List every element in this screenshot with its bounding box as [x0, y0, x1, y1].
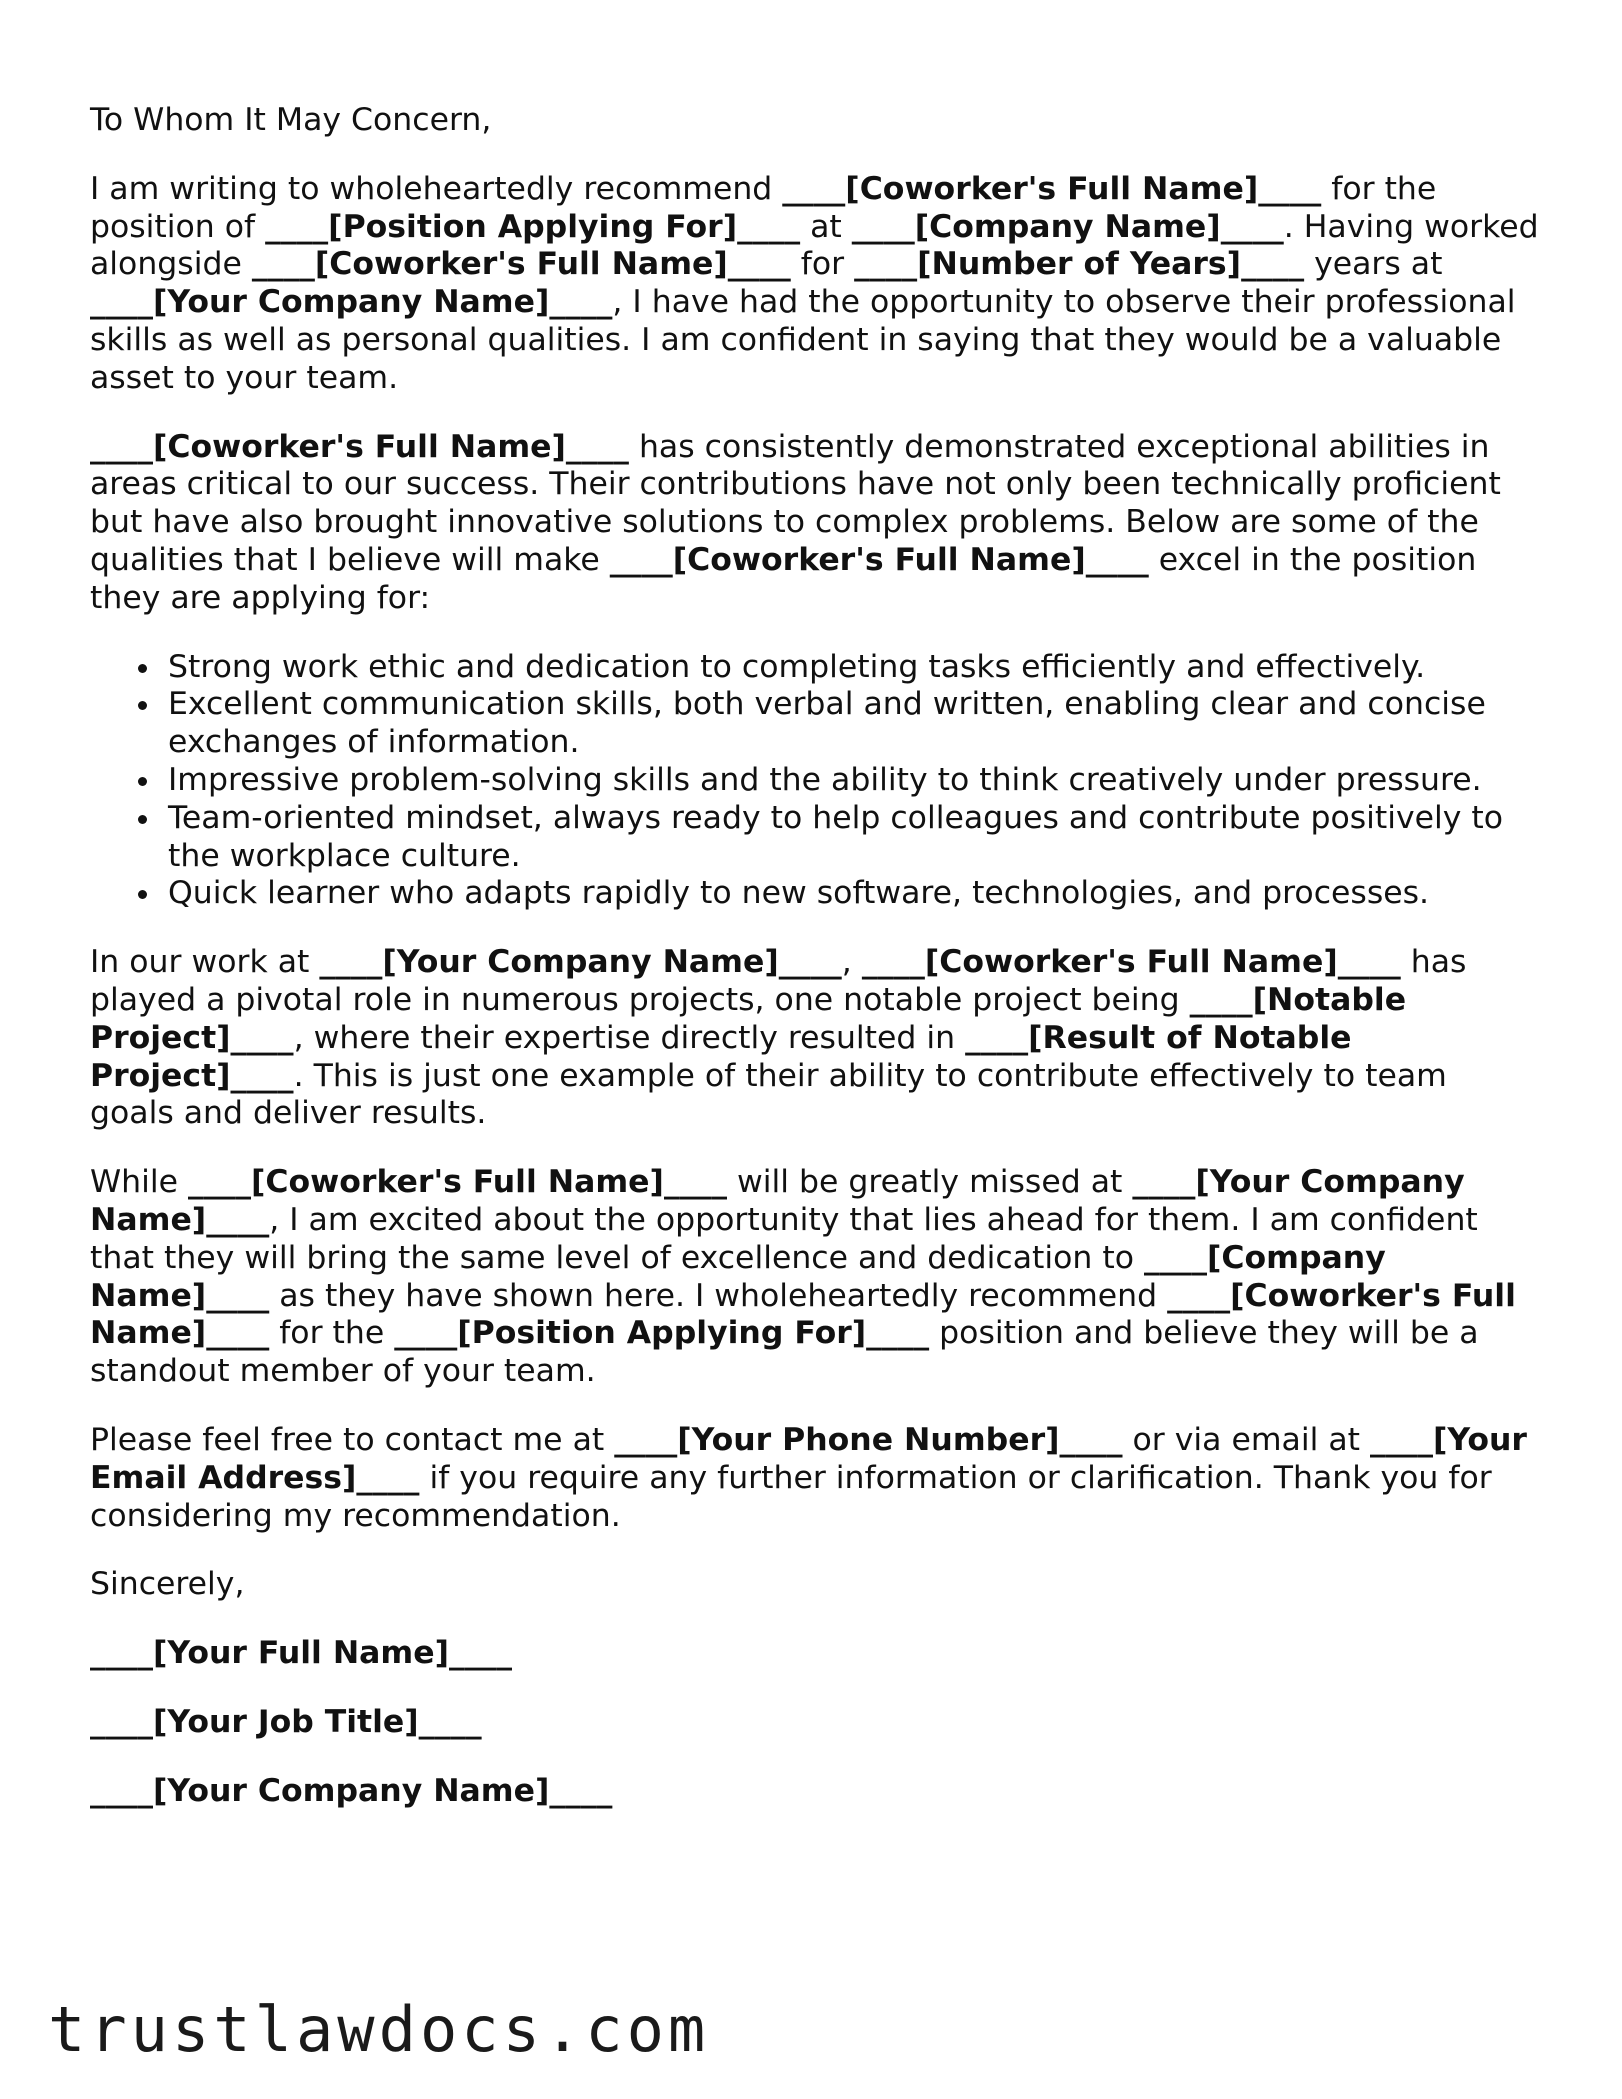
text: at [800, 208, 852, 245]
text: In our work at [90, 944, 320, 981]
text: , I am excited about the opportunity that lies ahead for them. I am confident that they will bring the same level of excellence and dedication to [90, 1201, 1478, 1276]
watermark: trustlawdocs.com [48, 1993, 710, 2066]
signature-full-name: ____[Your Full Name]____ [90, 1635, 513, 1672]
text: for [790, 246, 855, 283]
signature-job-title: ____[Your Job Title]____ [90, 1703, 482, 1740]
paragraph-contact [90, 1422, 1540, 1535]
text: has consistently demonstrated exceptional abilities in areas critical to our success. Their contributions have not only been technically proficient but have also brought innovative solutions to complex problems. Below are some of the qualities that I believe will make [90, 428, 1501, 578]
list-item: Excellent communication skills, both verbal and written, enabling clear and concise exchanges of information. [168, 686, 1540, 762]
text: for the [269, 1315, 395, 1352]
text: . Having worked alongside [90, 208, 1539, 283]
list-item: Impressive problem-solving skills and the ability to think creatively under pressure. [168, 762, 1540, 800]
placeholder-coworker-name: ____[Coworker's Full Name]____ [609, 541, 1149, 578]
list-item: Team-oriented mindset, always ready to help colleagues and contribute positively to the workplace culture. [168, 800, 1540, 876]
placeholder-coworker-name: ____[Coworker's Full Name]____ [251, 246, 791, 283]
list-item: Quick learner who adapts rapidly to new software, technologies, and processes. [168, 875, 1540, 913]
text: , I have had the opportunity to observe their professional skills as well as personal qualities. I am confident in saying that they would be a valuable asset to your team. [90, 284, 1516, 396]
placeholder-company-name: ____[Company Name]____ [851, 208, 1284, 245]
paragraph-recommendation [90, 1164, 1540, 1391]
paragraph-introduction [90, 171, 1540, 398]
text: if you require any further information or clarification. Thank you for considering my recommendation. [90, 1459, 1492, 1534]
paragraph-notable-project [90, 944, 1540, 1133]
salutation: To Whom It May Concern, [90, 102, 492, 138]
text: will be greatly missed at [726, 1164, 1133, 1201]
placeholder-number-of-years: ____[Number of Years]____ [854, 246, 1305, 283]
text: , [841, 944, 862, 981]
paragraph-abilities [90, 429, 1540, 618]
text: While [90, 1164, 189, 1201]
qualities-list [90, 649, 1540, 914]
text: for the position of [90, 170, 1437, 245]
text: I am writing to wholeheartedly recommend [90, 170, 783, 207]
text: position and believe they will be a standout member of your team. [90, 1315, 1479, 1390]
text: Please feel free to contact me at [90, 1421, 615, 1458]
placeholder-coworker-name: ____[Coworker's Full Name]____ [188, 1164, 727, 1201]
text: or via email at [1122, 1421, 1371, 1458]
list-item: Strong work ethic and dedication to completing tasks efficiently and effectively. [168, 649, 1540, 687]
placeholder-email-address: ____[Your Email Address]____ [90, 1421, 1527, 1496]
closing: Sincerely, [90, 1566, 245, 1603]
placeholder-position: ____[Position Applying For]____ [394, 1315, 930, 1352]
placeholder-result-of-project: ____[Result of Notable Project]____ [90, 1019, 1352, 1094]
text: , where their expertise directly resulted in [293, 1019, 966, 1056]
letter-body [90, 102, 1540, 1841]
placeholder-your-company-name: ____[Your Company Name]____ [90, 1164, 1465, 1238]
text: has played a pivotal role in numerous projects, one notable project being [90, 944, 1467, 1018]
text: excel in the position they are applying for: [90, 541, 1477, 616]
placeholder-position: ____[Position Applying For]____ [265, 208, 801, 245]
placeholder-coworker-name: ____[Coworker's Full Name]____ [782, 170, 1322, 207]
placeholder-coworker-name: ____[Coworker's Full Name]____ [861, 944, 1401, 981]
placeholder-your-company-name: ____[Your Company Name]____ [90, 284, 613, 321]
placeholder-notable-project: ____[Notable Project]____ [90, 981, 1407, 1056]
placeholder-coworker-name: ____[Coworker's Full Name]____ [90, 428, 629, 465]
placeholder-coworker-name: ____[Coworker's Full Name]____ [90, 1277, 1516, 1352]
text: years at [1304, 246, 1443, 283]
text: as they have shown here. I wholeheartedly recommend [269, 1277, 1168, 1314]
text: . This is just one example of their ability to contribute effectively to team goals and deliver results. [90, 1057, 1447, 1132]
placeholder-your-company-name: ____[Your Company Name]____ [319, 944, 842, 981]
signature-company: ____[Your Company Name]____ [90, 1772, 613, 1809]
placeholder-phone-number: ____[Your Phone Number]____ [614, 1421, 1123, 1458]
placeholder-company-name: ____[Company Name]____ [90, 1239, 1386, 1314]
